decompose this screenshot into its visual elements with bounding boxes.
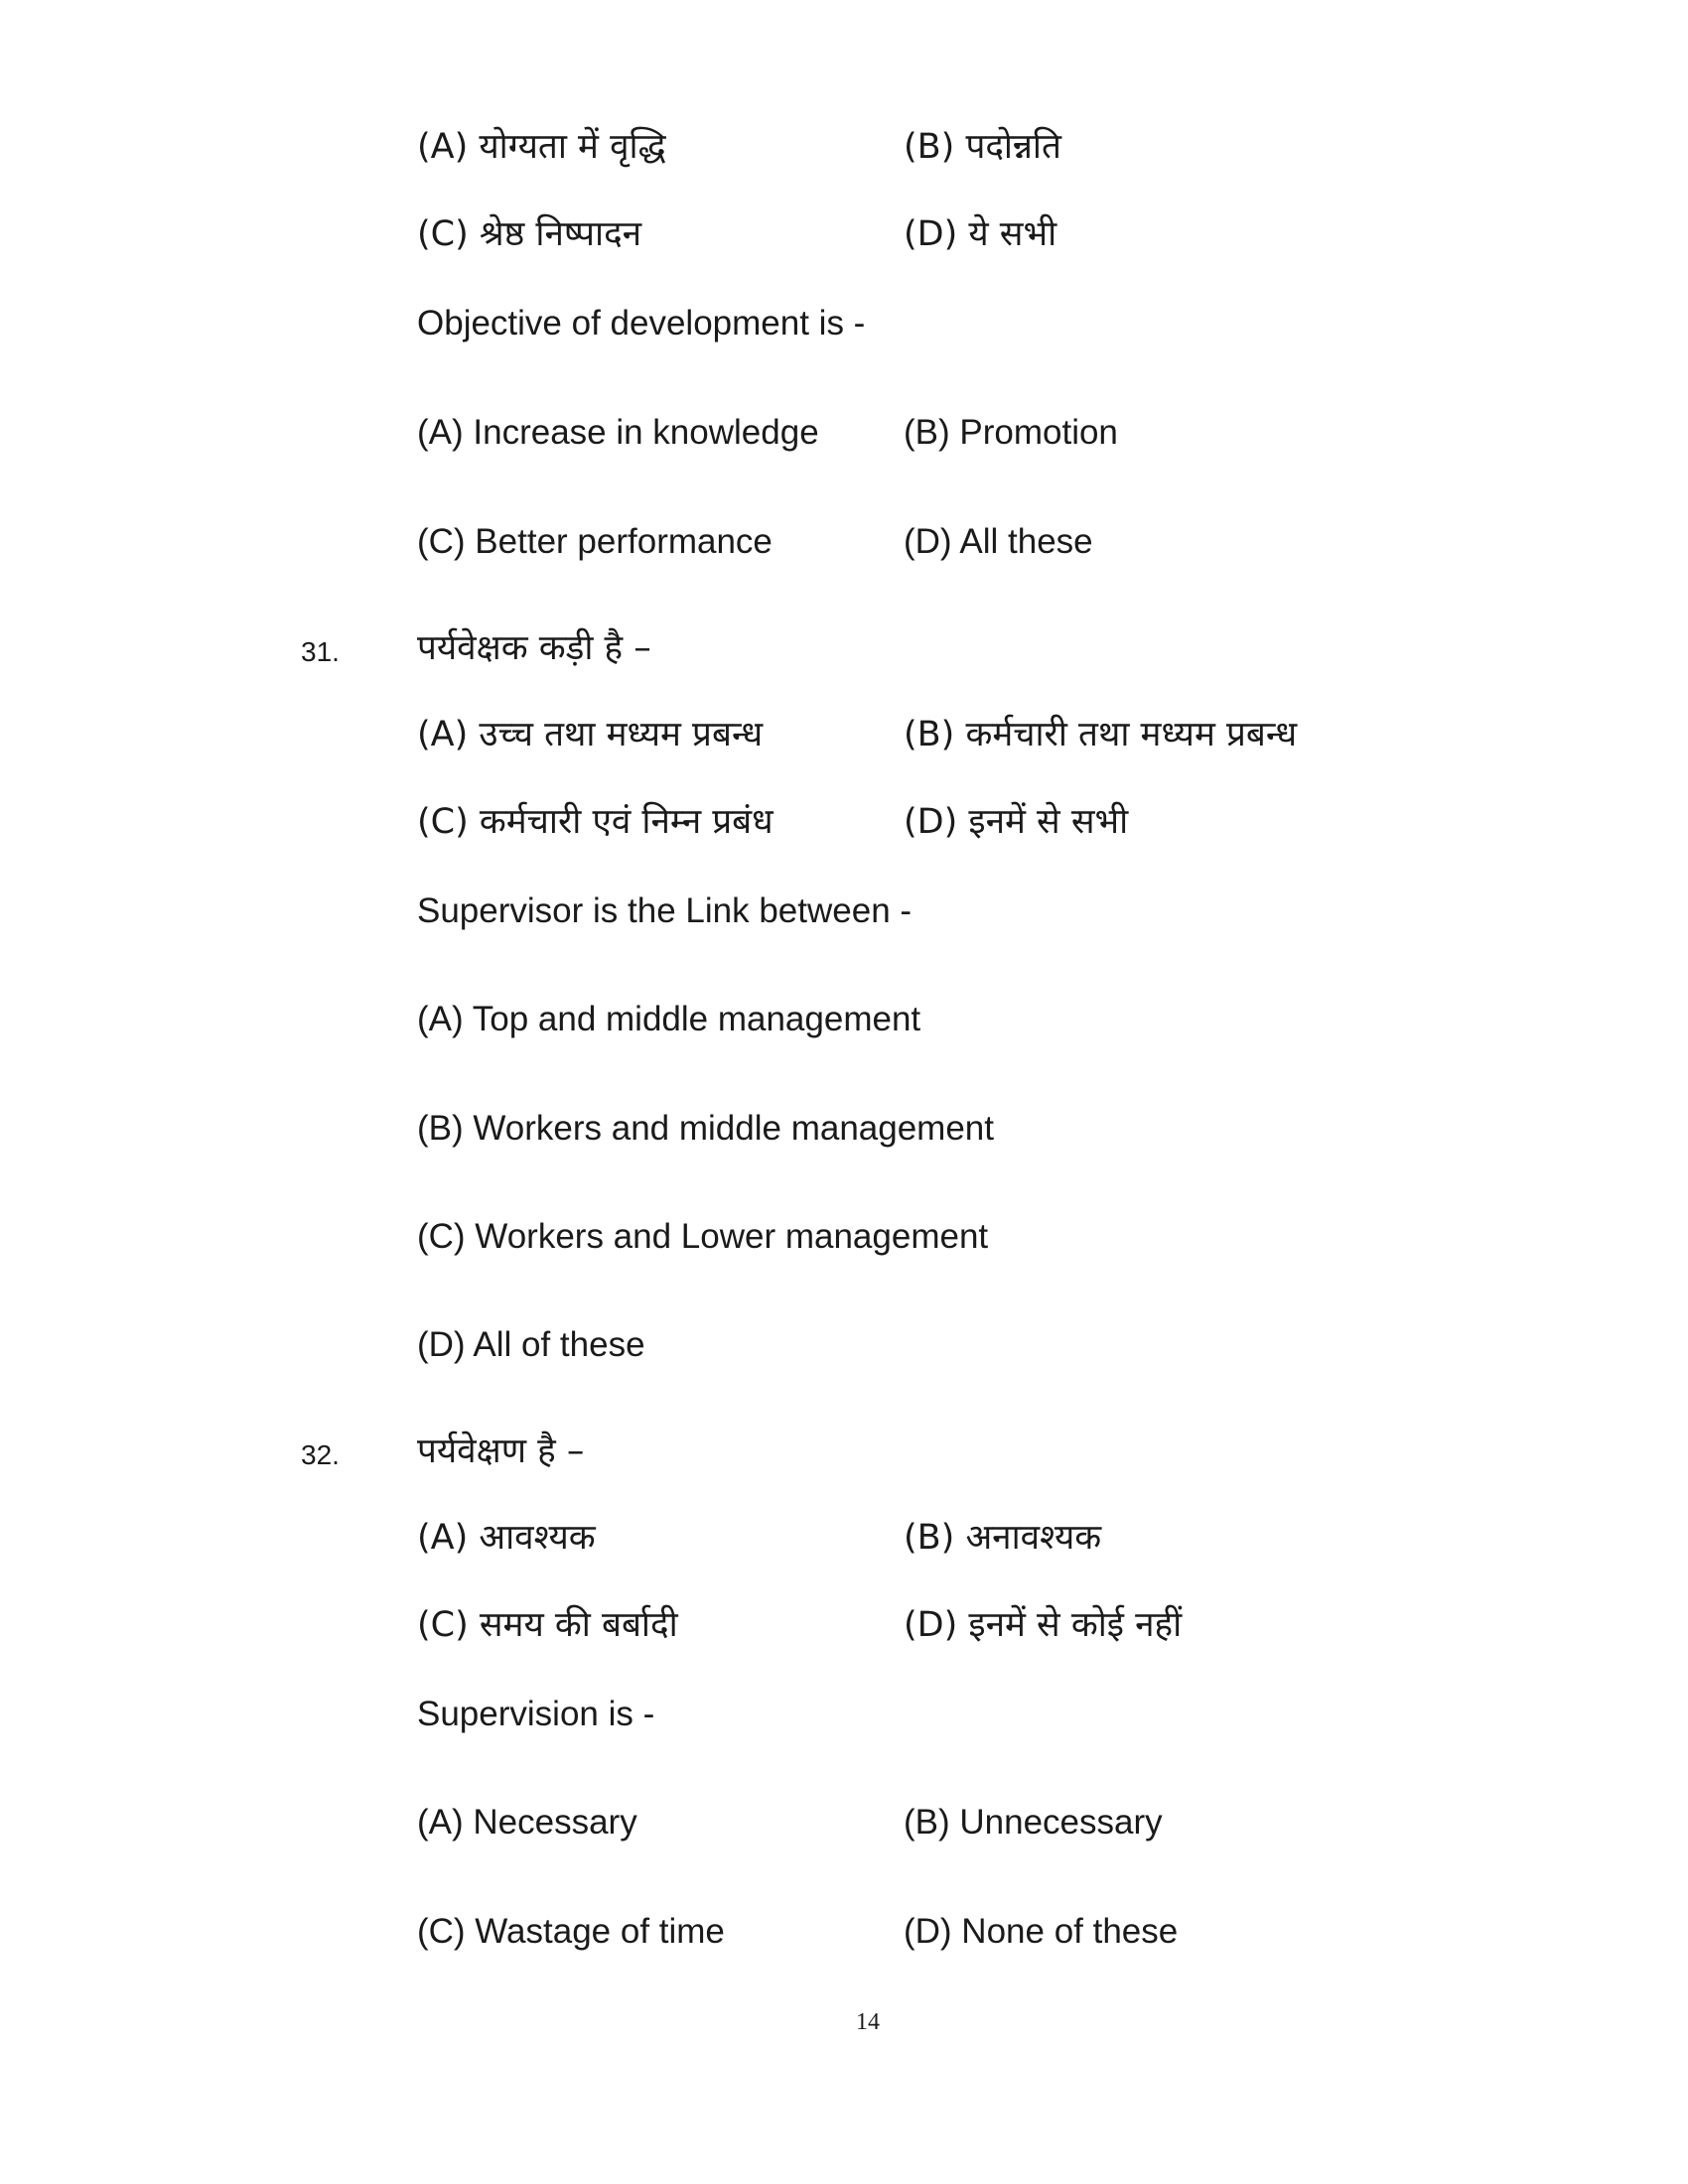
question-32-hindi-option-c: (C) समय की बर्बादी — [417, 1605, 678, 1645]
question-31-hindi-option-d: (D) इनमें से सभी — [904, 802, 1129, 842]
question-31-english-option-b: (B) Workers and middle management — [417, 1109, 994, 1148]
prev-english-option-b: (B) Promotion — [904, 413, 1118, 452]
question-32-hindi-option-a: (A) आवश्यक — [417, 1518, 596, 1558]
question-31-hindi-option-a: (A) उच्च तथा मध्यम प्रबन्ध — [417, 715, 764, 754]
question-32-hindi-text: पर्यवेक्षण है – — [417, 1432, 585, 1471]
question-32-english-option-c: (C) Wastage of time — [417, 1912, 725, 1951]
prev-english-question: Objective of development is - — [417, 304, 866, 342]
prev-english-option-a: (A) Increase in knowledge — [417, 413, 819, 452]
question-32-english-option-d: (D) None of these — [904, 1912, 1179, 1951]
question-32-number: 32. — [301, 1439, 340, 1470]
question-31-english-option-d: (D) All of these — [417, 1325, 645, 1364]
question-32-hindi-option-d: (D) इनमें से कोई नहीं — [904, 1605, 1183, 1645]
question-31-number: 31. — [301, 636, 340, 667]
page-number: 14 — [856, 2009, 880, 2035]
question-31-hindi-option-b: (B) कर्मचारी तथा मध्यम प्रबन्ध — [904, 715, 1298, 754]
question-32-english-option-b: (B) Unnecessary — [904, 1803, 1163, 1842]
prev-hindi-option-b: (B) पदोन्नति — [904, 127, 1061, 167]
prev-hindi-option-d: (D) ये सभी — [904, 214, 1057, 254]
prev-hindi-option-c: (C) श्रेष्ठ निष्पादन — [417, 214, 642, 254]
question-31-hindi-option-c: (C) कर्मचारी एवं निम्न प्रबंध — [417, 802, 774, 842]
question-31-english-option-a: (A) Top and middle management — [417, 1000, 921, 1038]
question-32-english-option-a: (A) Necessary — [417, 1803, 637, 1842]
question-32-hindi-option-b: (B) अनावश्यक — [904, 1518, 1102, 1558]
question-32-english-text: Supervision is - — [417, 1695, 655, 1733]
question-31-hindi-text: पर्यवेक्षक कड़ी है – — [417, 628, 651, 668]
prev-english-option-d: (D) All these — [904, 522, 1093, 561]
question-31-english-text: Supervisor is the Link between - — [417, 891, 913, 930]
prev-english-option-c: (C) Better performance — [417, 522, 773, 561]
question-31-english-option-c: (C) Workers and Lower management — [417, 1217, 989, 1256]
prev-hindi-option-a: (A) योग्यता में वृद्धि — [417, 127, 666, 167]
